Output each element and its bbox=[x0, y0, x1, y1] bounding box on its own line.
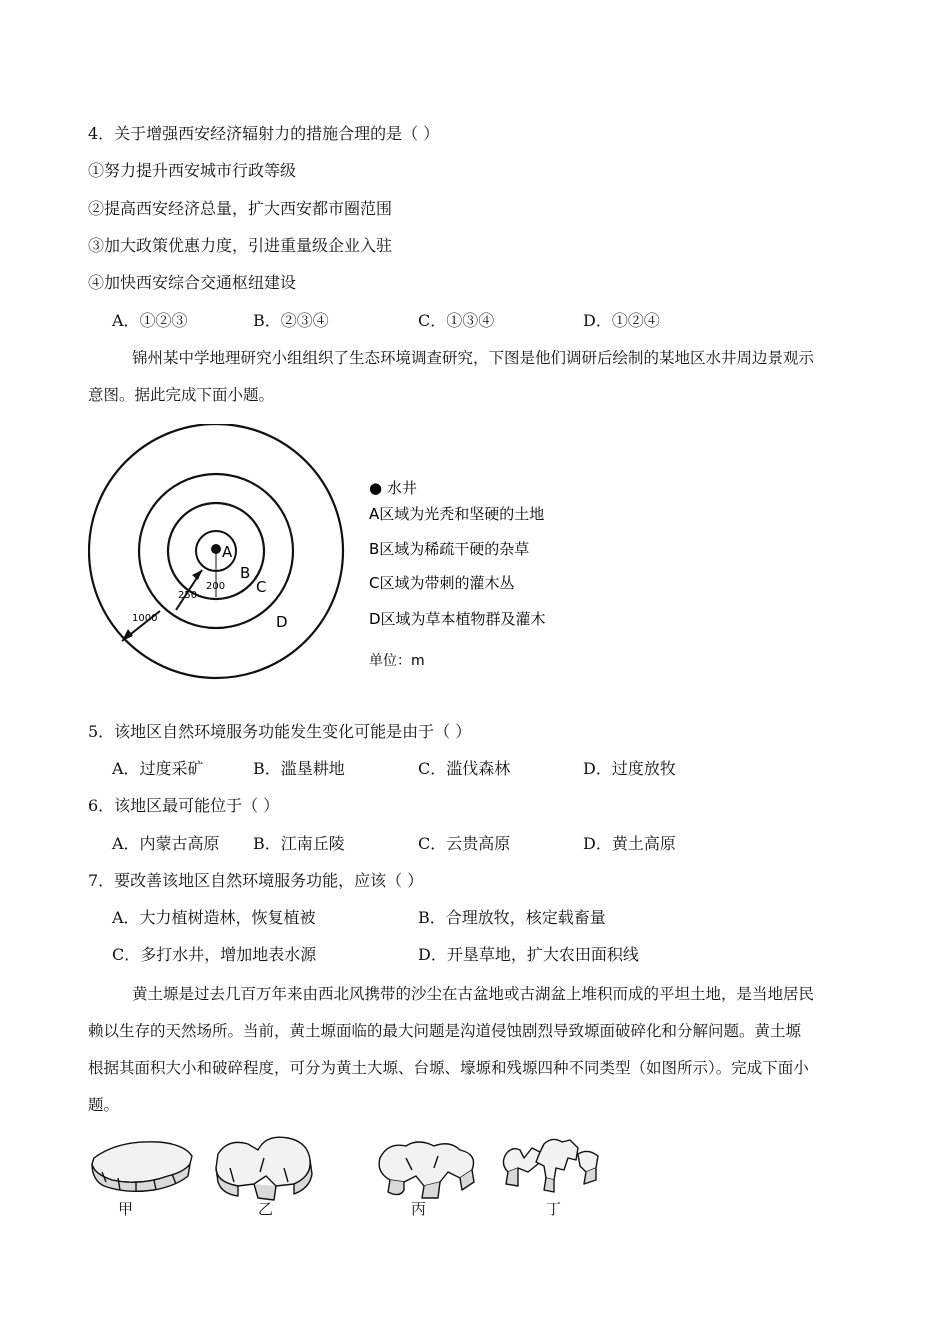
q4-option-a[interactable]: A．①②③ bbox=[112, 311, 188, 330]
q4-stem: 4．关于增强西安经济辐射力的措施合理的是（ ） bbox=[88, 124, 440, 143]
q7-option-d[interactable]: D．开垦草地，扩大农田面积线 bbox=[418, 945, 639, 964]
intro-paragraph-1 bbox=[88, 348, 863, 422]
well-landscape-figure bbox=[88, 424, 608, 696]
q4-item-3: ③加大政策优惠力度，引进重量级企业入驻 bbox=[88, 236, 393, 255]
legend-unit: 单位：m bbox=[369, 653, 425, 669]
q6-stem: 6．该地区最可能位于（ ） bbox=[88, 796, 280, 815]
q6-option-c[interactable]: C．云贵高原 bbox=[418, 834, 511, 853]
radius-1000-arrowhead bbox=[122, 629, 133, 641]
intro-1-line-2: 意图。据此完成下面小题。 bbox=[88, 386, 275, 404]
well-marker-icon bbox=[211, 544, 221, 554]
tableland-yi-drawing bbox=[216, 1137, 312, 1200]
legend-region-d: D区域为草本植物群及灌木 bbox=[369, 610, 546, 628]
intro-2-line-2: 赖以生存的天然场所。当前，黄土塬面临的最大问题是沟道侵蚀剧烈导致塬面破碎化和分解问题。黄土塬 bbox=[88, 1022, 802, 1040]
region-letter-a: A bbox=[222, 543, 233, 561]
q4-item-1: ①努力提升西安城市行政等级 bbox=[88, 161, 297, 180]
q4-option-c[interactable]: C．①③④ bbox=[418, 311, 495, 330]
label-bing: 丙 bbox=[411, 1200, 427, 1218]
q6-option-b[interactable]: B．江南丘陵 bbox=[253, 834, 345, 853]
q5-stem: 5．该地区自然环境服务功能发生变化可能是由于（ ） bbox=[88, 722, 472, 741]
intro-paragraph-2 bbox=[88, 984, 863, 1132]
label-ding: 丁 bbox=[546, 1200, 562, 1218]
distance-250: 250 bbox=[178, 590, 198, 601]
region-letter-d: D bbox=[276, 613, 288, 631]
q7-stem: 7．要改善该地区自然环境服务功能，应该（ ） bbox=[88, 871, 424, 890]
q6-option-d[interactable]: D．黄土高原 bbox=[583, 834, 676, 853]
q7-option-c[interactable]: C．多打水井，增加地表水源 bbox=[112, 945, 317, 964]
q4-item-2: ②提高西安经济总量，扩大西安都市圈范围 bbox=[88, 199, 393, 218]
distance-200: 200 bbox=[206, 581, 226, 592]
q5-option-c[interactable]: C．滥伐森林 bbox=[418, 759, 511, 778]
legend-well: ● 水井 bbox=[369, 479, 417, 497]
q7-option-b[interactable]: B．合理放牧，核定载畜量 bbox=[418, 908, 606, 927]
distance-1000: 1000 bbox=[132, 613, 158, 624]
q4-item-4: ④加快西安综合交通枢纽建设 bbox=[88, 273, 297, 292]
region-letter-b: B bbox=[240, 564, 251, 582]
tableland-ding-drawing bbox=[503, 1139, 598, 1192]
q4-option-d[interactable]: D．①②④ bbox=[583, 311, 660, 330]
label-jia: 甲 bbox=[118, 1200, 134, 1218]
q6-option-a[interactable]: A．内蒙古高原 bbox=[112, 834, 220, 853]
tableland-bing-drawing bbox=[379, 1142, 474, 1198]
q4-option-b[interactable]: B．②③④ bbox=[253, 311, 329, 330]
q5-option-d[interactable]: D．过度放牧 bbox=[583, 759, 676, 778]
q5-option-a[interactable]: A．过度采矿 bbox=[112, 759, 204, 778]
tableland-jia-drawing bbox=[92, 1142, 192, 1192]
loess-tableland-figure bbox=[88, 1128, 608, 1220]
label-yi: 乙 bbox=[258, 1200, 274, 1218]
q5-option-b[interactable]: B．滥垦耕地 bbox=[253, 759, 345, 778]
intro-2-line-4: 题。 bbox=[88, 1096, 120, 1114]
legend-region-b: B区域为稀疏干硬的杂草 bbox=[369, 540, 530, 558]
intro-1-line-1: 锦州某中学地理研究小组组织了生态环境调查研究，下图是他们调研后绘制的某地区水井周边景观示 bbox=[132, 349, 815, 367]
intro-2-line-1: 黄土塬是过去几百万年来由西北风携带的沙尘在古盆地或古湖盆上堆积而成的平坦土地，是当地居民 bbox=[132, 985, 815, 1003]
region-letter-c: C bbox=[256, 578, 267, 596]
legend-region-c: C区域为带刺的灌木丛 bbox=[369, 574, 515, 592]
legend-region-a: A区域为光秃和坚硬的土地 bbox=[369, 505, 545, 523]
radius-250-arrowhead bbox=[192, 570, 202, 580]
q7-option-a[interactable]: A．大力植树造林，恢复植被 bbox=[112, 908, 316, 927]
intro-2-line-3: 根据其面积大小和破碎程度，可分为黄土大塬、台塬、壕塬和残塬四种不同类型（如图所示）。完成下面小 bbox=[88, 1059, 809, 1077]
